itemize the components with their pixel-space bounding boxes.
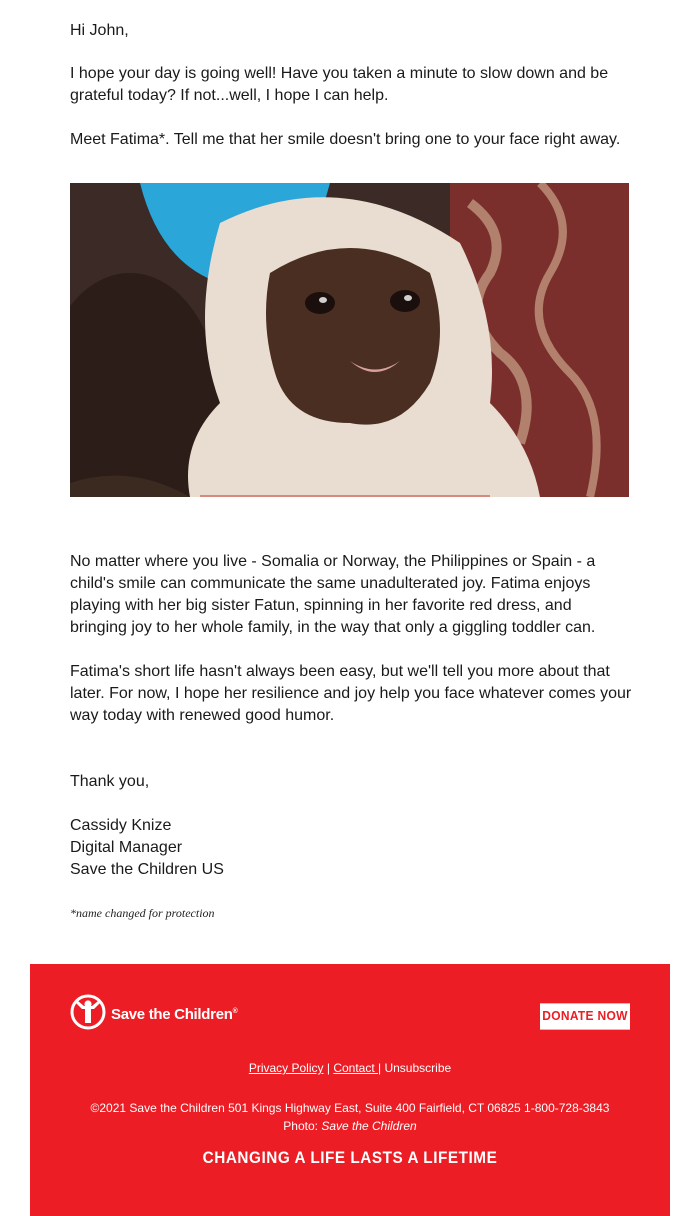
footer-links	[30, 1061, 670, 1075]
privacy-policy-link[interactable]: Privacy Policy	[248, 1061, 324, 1075]
donate-now-button[interactable]: DONATE NOW	[540, 1003, 630, 1029]
greeting: Hi John,	[70, 22, 129, 39]
link-separator: |	[323, 1061, 334, 1075]
signature-title: Digital Manager	[70, 839, 183, 856]
meet-paragraph: Meet Fatima*. Tell me that her smile doesn't bring one to your face right away.	[70, 131, 621, 148]
hero-photo	[70, 183, 629, 497]
contact-link[interactable]: Contact	[333, 1061, 379, 1075]
protection-note: *name changed for protection	[70, 906, 215, 920]
body-paragraph-2: Fatima's short life hasn't always been easy, but we'll tell you more about that later. For now, I hope her resilience and joy help you face whatever comes your way today with renewed good humor.	[70, 663, 632, 724]
tagline: CHANGING A LIFE LASTS A LIFETIME	[202, 1148, 498, 1167]
signature-block	[70, 815, 632, 881]
save-the-children-logo-icon	[70, 994, 106, 1035]
body-paragraph-1: No matter where you live - Somalia or Norway, the Philippines or Spain - a child's smile can communicate the same unadulterated joy. Fatima enjoys playing with her big sister Fatun, spinning in her favorite red dress, and bringing joy to her whole family, in the way that only a giggling toddler can.	[70, 553, 596, 636]
link-separator: |	[378, 1061, 385, 1075]
signature-name: Cassidy Knize	[70, 817, 172, 834]
address: ©2021 Save the Children 501 Kings Highway East, Suite 400 Fairfield, CT 06825 1-800-728-3843	[90, 1101, 610, 1115]
address-block	[30, 1099, 670, 1135]
signature-org: Save the Children US	[70, 861, 224, 878]
intro-paragraph: I hope your day is going well! Have you taken a minute to slow down and be grateful today? If not...well, I hope I can help.	[70, 65, 609, 104]
logo-text: Save the Children®	[111, 1006, 238, 1023]
footer	[30, 964, 670, 1216]
unsubscribe-link[interactable]: Unsubscribe	[384, 1061, 452, 1075]
thanks: Thank you,	[70, 773, 150, 790]
photo-credit: Photo: Save the Children	[283, 1119, 417, 1133]
logo[interactable]	[70, 994, 237, 1035]
